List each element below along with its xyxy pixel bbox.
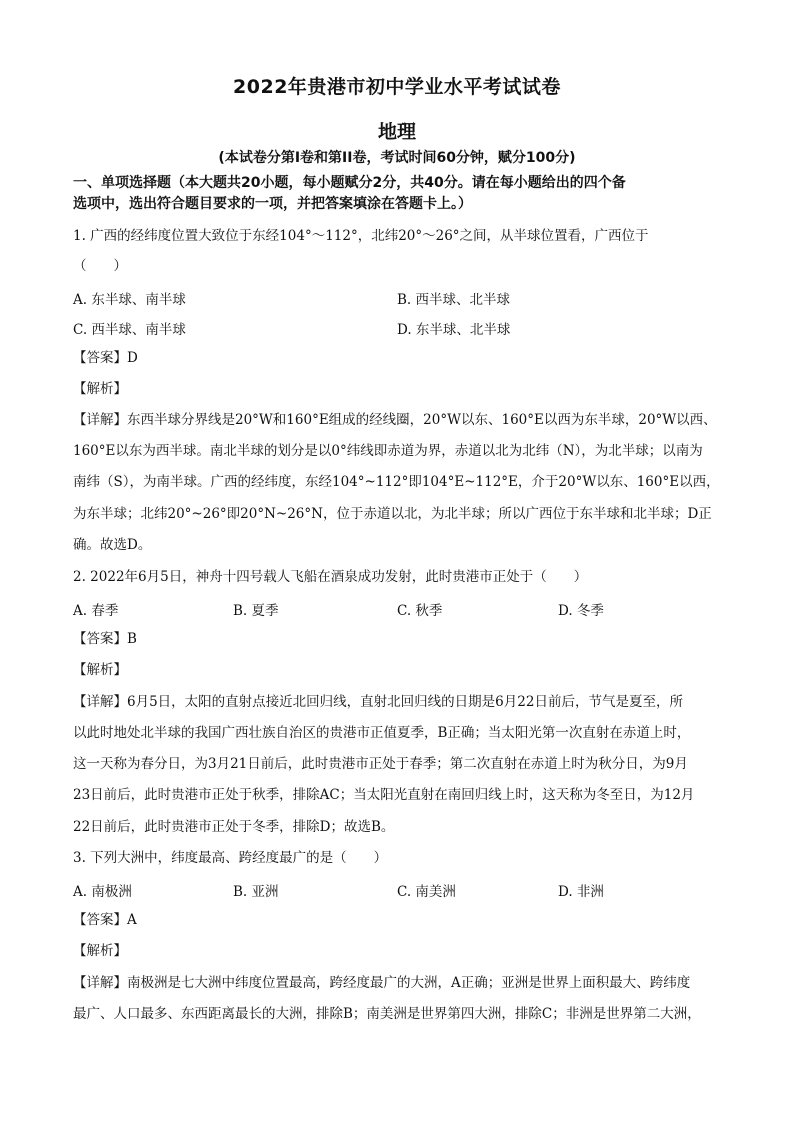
q2-analysis-label: 【解析】 xyxy=(73,662,127,678)
q3-option-c: C. 南美洲 xyxy=(397,884,456,900)
section-heading-line-1: 一、单项选择题（本大题共20小题，每小题赋分2分，共40分。请在每小题给出的四个备 xyxy=(73,175,626,191)
q1-option-d: D. 东半球、北半球 xyxy=(397,322,511,338)
q2-stem: 2. 2022年6月5日，神舟十四号载人飞船在酒泉成功发射，此时贵港市正处于（ ） xyxy=(73,569,588,585)
q1-option-b: B. 西半球、北半球 xyxy=(397,292,511,308)
q2-detail-line-3: 这一天称为春分日，为3月21日前后，此时贵港市正处于春季；第二次直射在赤道上时为秋分日，为9月 xyxy=(73,756,688,772)
q2-detail-line-5: 22日前后，此时贵港市正处于冬季，排除D；故选B。 xyxy=(73,819,395,835)
q2-option-b: B. 夏季 xyxy=(233,603,279,619)
q2-detail-line-2: 以此时地处北半球的我国广西壮族自治区的贵港市正值夏季，B正确；当太阳光第一次直射在赤道上时， xyxy=(73,725,691,741)
q1-option-c: C. 西半球、南半球 xyxy=(73,322,186,338)
exam-title: 2022年贵港市初中学业水平考试试卷 xyxy=(233,76,561,98)
exam-note: (本试卷分第I卷和第II卷，考试时间60分钟，赋分100分) xyxy=(218,150,576,166)
q3-answer: 【答案】A xyxy=(73,912,137,928)
q3-stem: 3. 下列大洲中，纬度最高、跨经度最广的是（ ） xyxy=(73,850,388,866)
q1-analysis-label: 【解析】 xyxy=(73,381,127,397)
q1-detail-line-4: 为东半球；北纬20°~26°即20°N~26°N，位于赤道以北，为北半球；所以广西位于东半球和北半球；D正 xyxy=(73,506,712,522)
q2-option-c: C. 秋季 xyxy=(397,603,443,619)
q3-option-d: D. 非洲 xyxy=(558,884,604,900)
q3-detail-line-2: 最广、人口最多、东西距离最长的大洲，排除B；南美洲是世界第四大洲，排除C；非洲是世界第二大洲， xyxy=(73,1006,701,1022)
q2-detail-line-4: 23日前后，此时贵港市正处于秋季，排除AC；当太阳光直射在南回归线上时，这天称为冬至日，为12月 xyxy=(73,787,695,803)
q3-option-a: A. 南极洲 xyxy=(73,884,132,900)
q2-option-d: D. 冬季 xyxy=(558,603,604,619)
q1-answer: 【答案】D xyxy=(73,350,138,366)
subject-title: 地理 xyxy=(377,121,416,143)
section-heading-line-2: 选项中，选出符合题目要求的一项，并把答案填涂在答题卡上。） xyxy=(73,196,472,212)
q3-option-b: B. 亚洲 xyxy=(233,884,279,900)
q1-stem-line-1: 1. 广西的经纬度位置大致位于东经104°～112°，北纬20°～26°之间，从半球位置看，广西位于 xyxy=(73,228,649,244)
q2-option-a: A. 春季 xyxy=(73,603,119,619)
q1-option-a: A. 东半球、南半球 xyxy=(73,292,186,308)
q3-analysis-label: 【解析】 xyxy=(73,943,127,959)
q2-detail-line-1: 【详解】6月5日，太阳的直射点接近北回归线，直射北回归线的日期是6月22日前后，节气是夏至，所 xyxy=(73,694,683,710)
q1-detail-line-1: 【详解】东西半球分界线是20°W和160°E组成的经线圈，20°W以东、160°E以西为东半球，20°W以西、 xyxy=(73,412,717,428)
q3-detail-line-1: 【详解】南极洲是七大洲中纬度位置最高，跨经度最广的大洲，A正确；亚洲是世界上面积最大、跨纬度 xyxy=(73,975,691,991)
q1-detail-line-3: 南纬（S），为南半球。广西的经纬度，东经104°~112°即104°E~112°E，介于20°W以东、160°E以西， xyxy=(73,474,720,490)
q1-detail-line-5: 确。故选D。 xyxy=(73,537,152,553)
q1-detail-line-2: 160°E以东为西半球。南北半球的划分是以0°纬线即赤道为界，赤道以北为北纬（N），为北半球；以南为 xyxy=(73,443,703,459)
q2-answer: 【答案】B xyxy=(73,631,137,647)
q1-stem-line-2: （ ） xyxy=(73,258,127,274)
